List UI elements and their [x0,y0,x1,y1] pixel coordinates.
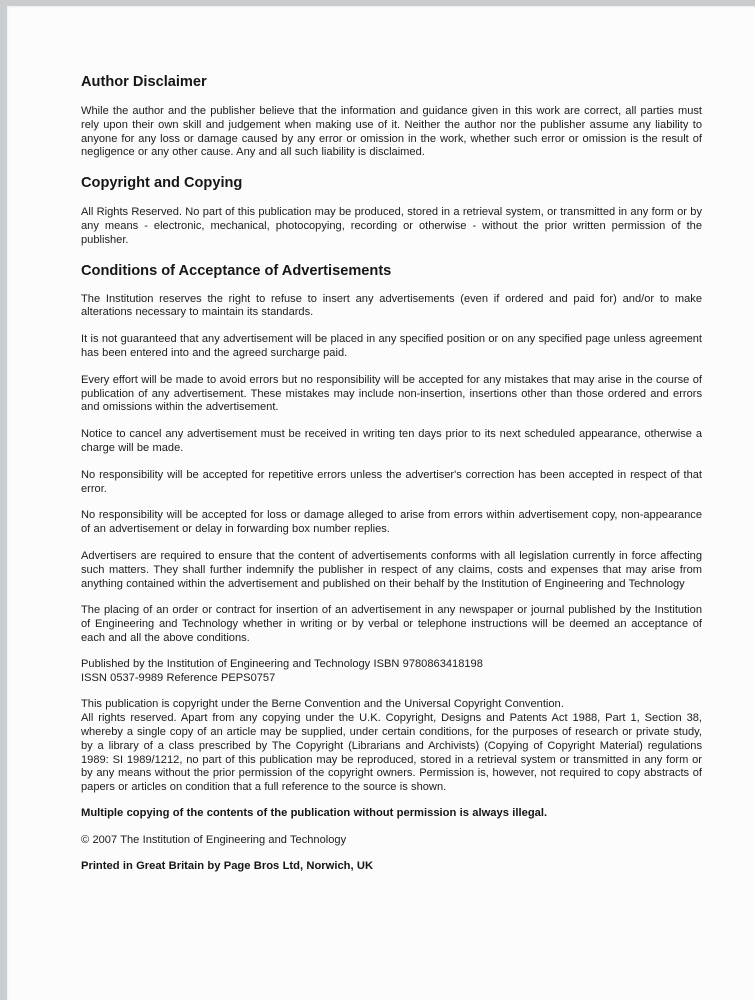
condition-paragraph: The placing of an order or contract for insertion of an advertisement in any newspaper or journal published by the Institution of Engineering and Technology whether in writing or by verbal or telephone instructions will be deemed an acceptance of each and all the above conditions. [81,604,702,644]
condition-paragraph: Every effort will be made to avoid errors but no responsibility will be accepted for any mistakes that may arise in the course of publication of any advertisement. These mistakes may include non-insertion, insertions other than those ordered and errors and omissions within the advertisement. [81,373,702,414]
rights-reserved-paragraph: All rights reserved. Apart from any copying under the U.K. Copyright, Designs and Patents Act 1988, Part 1, Section 38, whereby a single copy of an article may be supplied, under certain conditions, for the purposes of research or private study, by a library of a class prescribed by The Copyright (Librarians and Archivists) (Copying of Copyright Material) regulations 1989: SI 1989/1212, no part of this publication may be reproduced, stored in a retrieval system or transmitted in any form or by any means without the prior permission of the copyright owners. Permission is, however, not required to copy abstracts of papers or articles on condition that a full reference to the source is shown. [81,712,702,794]
author-disclaimer-text: While the author and the publisher believe that the information and guidance given in this work are correct, all parties must rely upon their own skill and judgement when making use of it. Neither the author nor the publisher assume any liability to anyone for any loss or damage caused by any error or omission in the work, whether such error or omission is the result of negligence or any other cause. Any and all such liability is disclaimed. [81,105,702,159]
condition-paragraph: No responsibility will be accepted for repetitive errors unless the advertiser's correction has been accepted in respect of that error. [81,468,702,495]
document-page [7,6,755,1000]
condition-paragraph: Notice to cancel any advertisement must be received in writing ten days prior to its next scheduled appearance, otherwise a charge will be made. [81,428,702,454]
copyright-line: © 2007 The Institution of Engineering and Technology [81,833,347,846]
published-by-line: Published by the Institution of Engineering and Technology ISBN 9780863418198 [81,657,483,670]
condition-paragraph: It is not guaranteed that any advertisement will be placed in any specified position or on any specified page unless agreement has been entered into and the agreed surcharge paid. [81,333,702,359]
condition-paragraph: Advertisers are required to ensure that the content of advertisements conforms with all legislation currently in force affecting such matters. They shall further indemnify the publisher in respect of any claims, costs and expenses that may arise from anything contained within the advertisement and published on their behalf by the Institution of Engineering and Technology [81,549,702,590]
printed-by-line: Printed in Great Britain by Page Bros Ltd, Norwich, UK [81,860,374,873]
heading-author-disclaimer: Author Disclaimer [81,74,207,90]
issn-line: ISSN 0537-9989 Reference PEPS0757 [81,671,276,684]
page-content [81,66,702,874]
condition-paragraph: The Institution reserves the right to refuse to insert any advertisements (even if ordered and paid for) and/or to make alterations necessary to maintain its standards. [81,292,702,319]
heading-copyright-and-copying: Copyright and Copying [81,175,243,192]
copyright-and-copying-text: All Rights Reserved. No part of this publication may be produced, stored in a retrieval system, or transmitted in any form or by any means - electronic, mechanical, photocopying, recording or otherwise - without the prior written permission of the publisher. [81,206,702,246]
illegal-copying-warning: Multiple copying of the contents of the publication without permission is always illegal. [81,806,548,819]
heading-conditions-of-acceptance: Conditions of Acceptance of Advertisements [81,262,392,279]
condition-paragraph: No responsibility will be accepted for loss or damage alleged to arise from errors within advertisement copy, non-appearance of an advertisement or delay in forwarding box number replies. [81,509,702,536]
berne-convention-line: This publication is copyright under the Berne Convention and the Universal Copyright Convention. [81,698,564,711]
